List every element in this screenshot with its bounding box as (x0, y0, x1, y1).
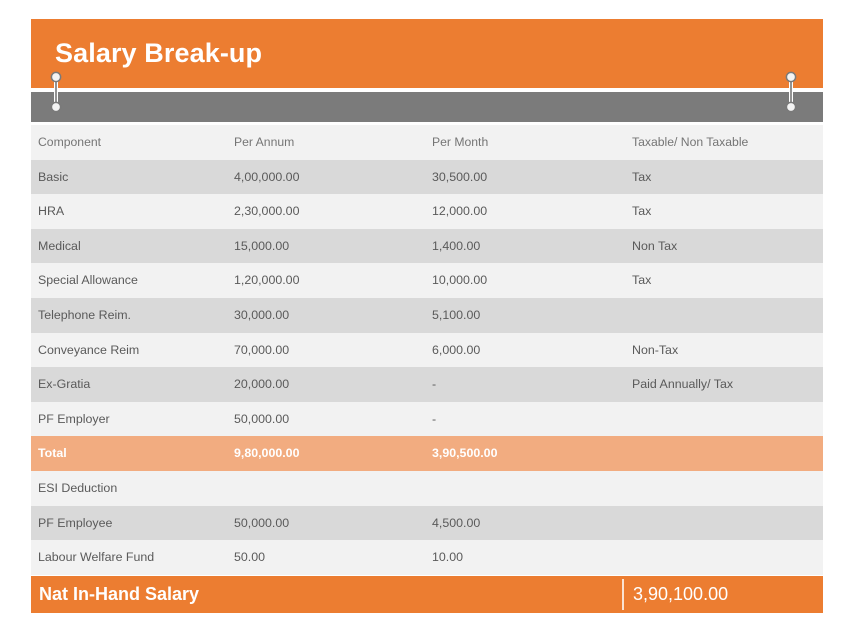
cell-per-annum: 9,80,000.00 (234, 446, 300, 461)
cell-per-month: 12,000.00 (432, 204, 488, 219)
table-row (31, 160, 823, 195)
net-in-hand-salary-label: Nat In-Hand Salary (39, 583, 200, 604)
table-row (31, 194, 823, 229)
table-row (31, 402, 823, 437)
cell-component: HRA (38, 204, 65, 219)
summary-divider (622, 579, 624, 610)
table-row (31, 298, 823, 333)
cell-taxable: Tax (632, 273, 652, 288)
cell-component: Conveyance Reim (38, 342, 140, 357)
table-body (31, 160, 823, 575)
net-in-hand-salary-bar (31, 576, 823, 613)
cell-per-annum: 15,000.00 (234, 238, 290, 253)
cell-per-month: 6,000.00 (432, 342, 481, 357)
cell-per-annum: 70,000.00 (234, 342, 290, 357)
cell-component: Labour Welfare Fund (38, 550, 155, 565)
column-header-per-annum: Per Annum (234, 135, 295, 150)
cell-per-month: - (432, 377, 437, 392)
cell-taxable: Non-Tax (632, 342, 679, 357)
cell-per-month: - (432, 411, 437, 426)
cell-per-annum: 50.00 (234, 550, 266, 565)
cell-per-month: 1,400.00 (432, 238, 481, 253)
cell-per-month: 30,500.00 (432, 169, 488, 184)
cell-component: Total (38, 446, 67, 461)
cell-taxable: Non Tax (632, 238, 678, 253)
cell-per-annum: 4,00,000.00 (234, 169, 300, 184)
table-row-total (31, 436, 823, 471)
cell-component: Special Allowance (38, 273, 138, 288)
page-title: Salary Break-up (55, 37, 263, 68)
table-row (31, 367, 823, 402)
gray-accent-band (31, 92, 823, 122)
cell-component: Ex-Gratia (38, 377, 91, 392)
table-header-row (31, 125, 823, 160)
cell-per-month: 4,500.00 (432, 515, 481, 530)
title-band (31, 19, 823, 88)
cell-per-month: 5,100.00 (432, 308, 481, 323)
cell-per-annum: 1,20,000.00 (234, 273, 300, 288)
cell-taxable: Tax (632, 204, 652, 219)
cell-per-month: 10,000.00 (432, 273, 488, 288)
table-row (31, 229, 823, 264)
cell-component: PF Employee (38, 515, 113, 530)
column-header-component: Component (38, 135, 102, 150)
cell-per-annum: 2,30,000.00 (234, 204, 300, 219)
cell-taxable: Tax (632, 169, 652, 184)
table-row (31, 540, 823, 575)
cell-component: ESI Deduction (38, 481, 118, 496)
resize-handle-left-icon[interactable] (48, 70, 64, 114)
cell-component: Basic (38, 169, 69, 184)
cell-taxable: Paid Annually/ Tax (632, 377, 734, 392)
cell-component: Medical (38, 238, 81, 253)
cell-component: PF Employer (38, 411, 110, 426)
table-row (31, 506, 823, 541)
cell-per-month: 3,90,500.00 (432, 446, 498, 461)
column-header-per-month: Per Month (432, 135, 489, 150)
cell-per-annum: 30,000.00 (234, 308, 290, 323)
table-row (31, 471, 823, 506)
cell-component: Telephone Reim. (38, 308, 131, 323)
table-row (31, 333, 823, 368)
salary-breakup-table (31, 125, 823, 575)
cell-per-month: 10.00 (432, 550, 464, 565)
cell-per-annum: 50,000.00 (234, 515, 290, 530)
resize-handle-right-icon[interactable] (783, 70, 799, 114)
cell-per-annum: 50,000.00 (234, 411, 290, 426)
table-row (31, 263, 823, 298)
column-header-taxable: Taxable/ Non Taxable (632, 135, 749, 150)
net-in-hand-salary-value: 3,90,100.00 (633, 583, 729, 604)
cell-per-annum: 20,000.00 (234, 377, 290, 392)
